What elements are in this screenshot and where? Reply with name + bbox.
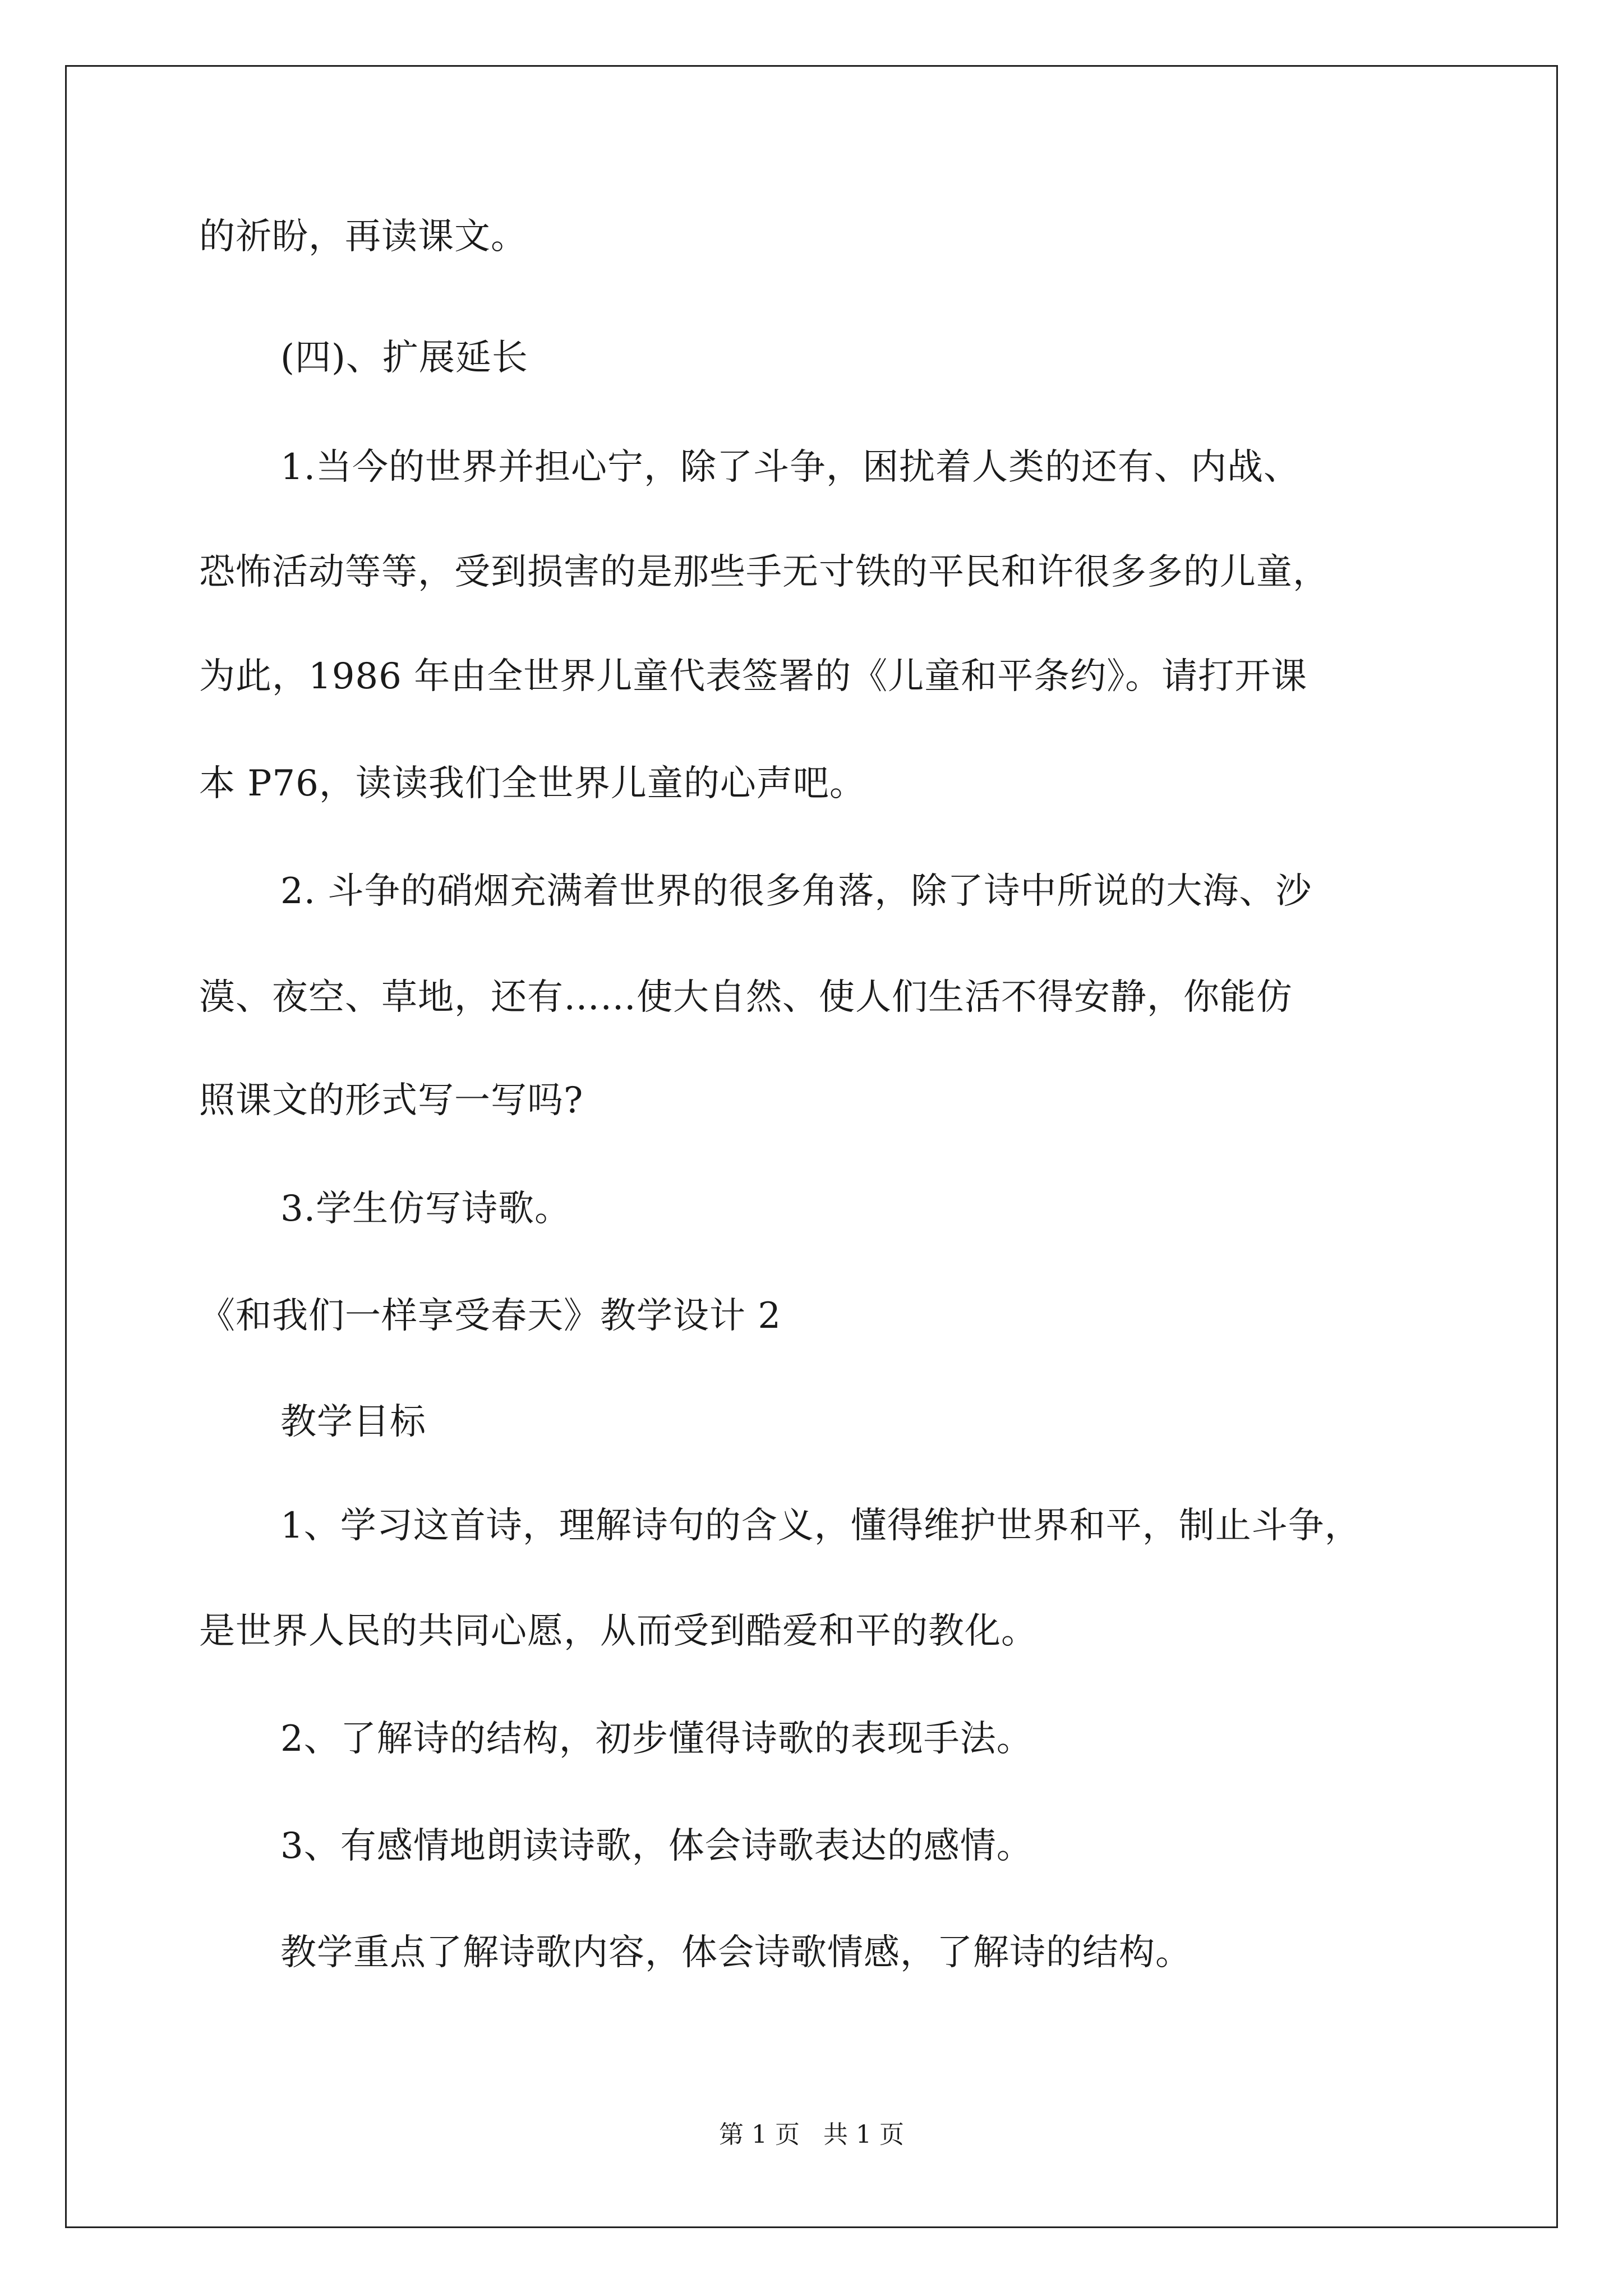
text-line: 是世界人民的共同心愿，从而受到酷爱和平的教化。 <box>199 1611 1038 1652</box>
text-line: 为此，1986 年由全世界儿童代表签署的《儿童和平条约》。请打开课 <box>199 656 1308 697</box>
document-title: 《和我们一样享受春天》教学设计 2 <box>199 1295 782 1337</box>
text-line: 3、有感情地朗读诗歌，体会诗歌表达的感情。 <box>280 1825 1033 1867</box>
text-line: 2、了解诗的结构，初步懂得诗歌的表现手法。 <box>280 1718 1033 1760</box>
page-footer: 第 1 页 共 1 页 <box>719 2120 904 2149</box>
text-line: 照课文的形式写一写吗? <box>199 1080 584 1121</box>
text-line: 漠、夜空、草地，还有……使大自然、使人们生活不得安静，你能仿 <box>199 977 1293 1018</box>
section-heading: 教学目标 <box>280 1401 426 1443</box>
text-line: 的祈盼，再读课文。 <box>199 216 527 257</box>
page-frame <box>65 65 1558 2228</box>
text-line: 1、学习这首诗，理解诗句的含义，懂得维护世界和平，制止斗争， <box>280 1505 1361 1547</box>
text-line: 3.学生仿写诗歌。 <box>280 1188 571 1230</box>
text-line: 2. 斗争的硝烟充满着世界的很多角落，除了诗中所说的大海、沙 <box>280 871 1312 912</box>
section-heading: (四)、扩展延长 <box>280 337 528 379</box>
text-line: 本 P76，读读我们全世界儿童的心声吧。 <box>199 763 866 804</box>
text-line: 教学重点了解诗歌内容，体会诗歌情感，了解诗的结构。 <box>280 1932 1192 1973</box>
text-line: 恐怖活动等等，受到损害的是那些手无寸铁的平民和许很多多的儿童， <box>199 551 1329 593</box>
text-line: 1.当今的世界并担心宁，除了斗争，困扰着人类的还有、内战、 <box>280 447 1301 488</box>
